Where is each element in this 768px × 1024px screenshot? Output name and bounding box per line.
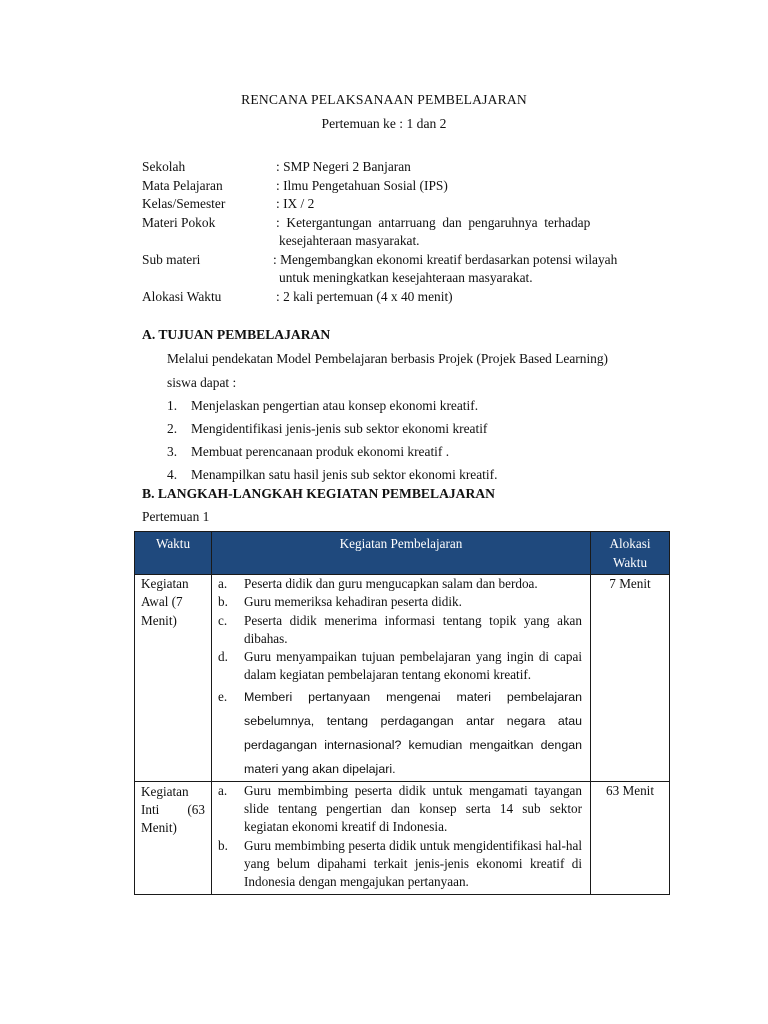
objectives-list [142,394,672,486]
info-row-time-allocation [142,288,662,307]
info-label: Sub materi [142,251,201,267]
cell-activities [212,575,591,782]
info-label: Alokasi Waktu [142,288,222,304]
info-label: Materi Pokok [142,214,216,230]
list-item [218,612,582,649]
list-text: Memberi pertanyaan mengenai materi pembelajaran sebelumnya, tentang perdagangan antar negara atau perdagangan internasional? kemudian mengaitkan dengan materi yang akan dipelajari. [244,689,582,776]
list-item [218,837,582,892]
list-number: 3. [167,444,178,459]
list-letter: d. [218,649,228,665]
activity-list [218,575,582,781]
document-title: RENCANA PELAKSANAAN PEMBELAJARAN [241,92,527,107]
list-letter: a. [218,782,228,798]
info-row-school [142,158,662,177]
list-item [218,648,582,685]
cell-phase [135,781,212,894]
column-header-allocation: Alokasi Waktu [591,532,670,575]
info-row-class [142,195,662,214]
cell-allocation: 7 Menit [591,575,670,782]
list-letter: a. [218,576,228,591]
list-item [218,685,582,781]
list-item [142,440,672,463]
list-letter: b. [218,837,228,853]
section-learning-steps [142,486,672,525]
list-text: Mengidentifikasi jenis-jenis sub sektor ekonomi kreatif [191,421,488,436]
intro-line: Melalui pendekatan Model Pembelajaran berbasis Projek (Projek Based Learning) [167,351,609,366]
list-item [142,394,672,417]
info-value: : Ilmu Pengetahuan Sosial (IPS) [276,177,448,193]
list-text: Guru membimbing peserta didik untuk mengidentifikasi hal-hal yang belum dipahami terkait jenis-jenis ekonomi kreatif di Indonesia dengan mengajukan pertanyaan. [244,837,582,890]
list-item [218,782,582,837]
list-item [218,593,582,611]
list-text: Guru menyampaikan tujuan pembelajaran yang ingin di capai dalam kegiatan pembelajaran tentang ekonomi kreatif. [244,649,582,683]
info-label: Kelas/Semester [142,196,226,211]
info-row-main-material [142,214,662,251]
list-number: 2. [167,421,178,436]
list-letter: c. [218,612,228,628]
list-item [142,417,672,440]
info-value-line: : Ketergantungan antarruang dan pengaruhnya terhadap [276,214,591,230]
info-row-subject [142,177,662,196]
table-row [135,575,670,782]
cell-activities [212,781,591,894]
list-letter: e. [218,688,228,704]
info-value: : IX / 2 [276,196,315,211]
phase-text: Kegiatan Inti (63 Menit) [141,783,205,836]
list-item [218,575,582,593]
table-row [135,781,670,894]
info-value-line: : Mengembangkan ekonomi kreatif berdasarkan potensi wilayah [273,251,618,267]
info-label: Sekolah [142,159,186,174]
meeting-subtitle: Pertemuan ke : 1 dan 2 [321,116,447,131]
list-text: Guru membimbing peserta didik untuk mengamati tayangan slide tentang pengertian dan konsep serta 14 sub sektor kegiatan ekonomi kreatif di Indonesia. [244,782,582,835]
list-number: 4. [167,467,178,482]
info-row-sub-material [142,251,662,288]
section-learning-objectives [142,327,672,486]
intro-line: siswa dapat : [167,374,237,390]
info-label: Mata Pelajaran [142,177,223,193]
info-value-multiline [276,214,662,251]
info-value-multiline [273,251,662,288]
column-header-activity: Kegiatan Pembelajaran [212,532,591,575]
list-number: 1. [167,398,178,413]
cell-allocation: 63 Menit [591,781,670,894]
activity-table [134,531,670,895]
section-heading: A. TUJUAN PEMBELAJARAN [142,327,331,342]
list-text: Peserta didik menerima informasi tentang topik yang akan dibahas. [244,612,582,646]
list-letter: b. [218,594,228,610]
info-value-line: kesejahteraan masyarakat. [279,233,420,248]
list-text: Guru memeriksa kehadiran peserta didik. [244,594,462,610]
identity-block [142,158,662,306]
section-heading: B. LANGKAH-LANGKAH KEGIATAN PEMBELAJARAN [142,486,495,501]
list-text: Peserta didik dan guru mengucapkan salam dan berdoa. [244,576,538,591]
list-text: Menjelaskan pengertian atau konsep ekonomi kreatif. [191,398,479,413]
cell-phase: Kegiatan Awal (7 Menit) [135,575,212,782]
section-intro [167,347,672,394]
table-header-row [135,532,670,575]
list-text: Menampilkan satu hasil jenis sub sektor ekonomi kreatif. [191,467,498,482]
column-header-time: Waktu [135,532,212,575]
info-value: : SMP Negeri 2 Banjaran [276,159,411,174]
list-text: Membuat perencanaan produk ekonomi kreatif . [191,444,450,459]
info-value: : 2 kali pertemuan (4 x 40 menit) [276,288,453,304]
meeting-label: Pertemuan 1 [142,509,210,524]
list-item [142,463,672,486]
info-value-line: untuk meningkatkan kesejahteraan masyarakat. [279,270,533,285]
activity-list [218,782,582,892]
